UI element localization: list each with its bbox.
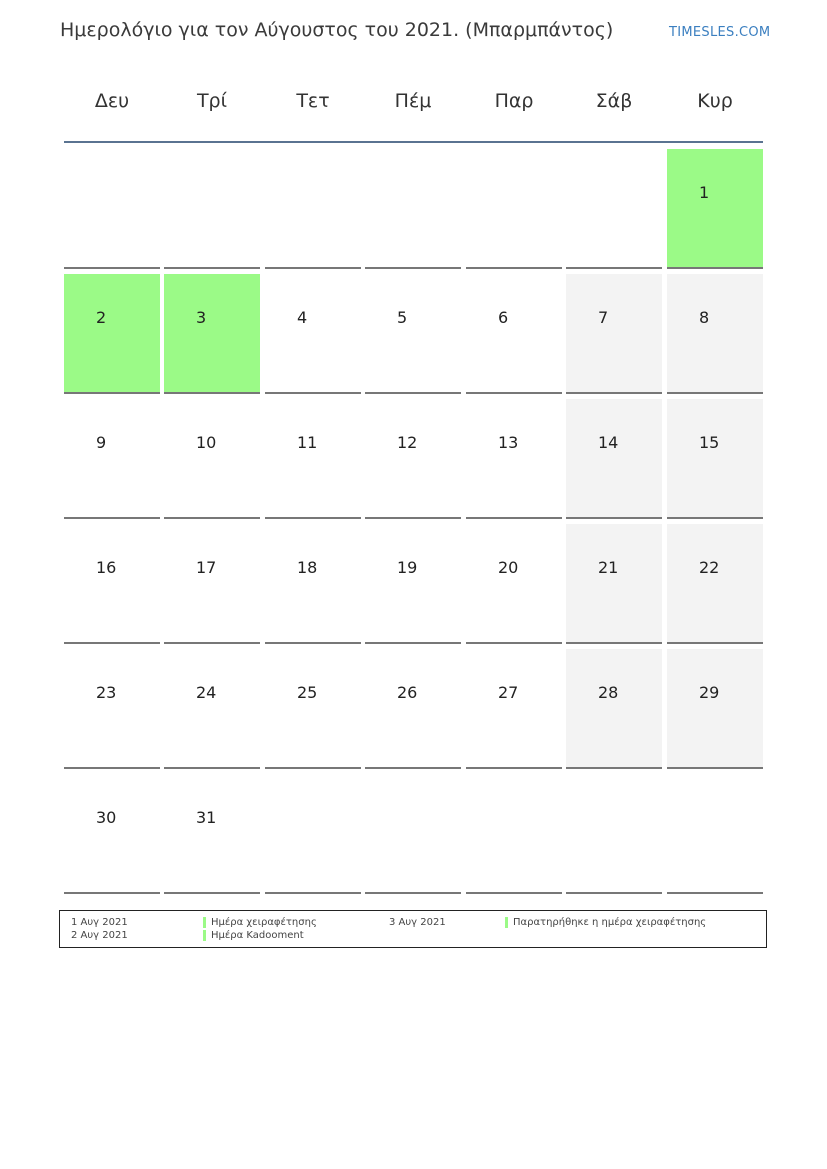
day-cell-25[interactable] [265,649,361,769]
day-cell-27[interactable] [466,649,562,769]
empty-day-cell [265,149,361,269]
day-number: 12 [397,433,418,452]
cell-divider [64,267,160,269]
cell-divider [365,767,461,769]
day-number: 30 [96,808,117,827]
day-number: 7 [598,308,609,327]
day-cell-6[interactable] [466,274,562,394]
cell-divider [64,767,160,769]
day-cell-24[interactable] [164,649,260,769]
empty-day-cell [365,149,461,269]
day-cell-3[interactable] [164,274,260,394]
cell-divider [667,267,763,269]
day-cell-14[interactable] [566,399,662,519]
day-cell-4[interactable] [265,274,361,394]
day-cell-30[interactable] [64,774,160,894]
weekday-label-sat: Σάβ [595,90,633,112]
page-title: Ημερολόγιο για τον Αύγουστος του 2021. (Μπαρμπάντος) [60,19,614,41]
day-cell-11[interactable] [265,399,361,519]
day-number: 4 [297,308,308,327]
cell-divider [566,892,662,894]
day-cell-31[interactable] [164,774,260,894]
legend-holiday-name: Ημέρα Kadooment [211,930,304,941]
cell-divider [164,767,260,769]
day-cell-16[interactable] [64,524,160,644]
legend-color-marker [203,930,206,941]
day-number: 21 [598,558,619,577]
cell-divider [64,892,160,894]
cell-divider [566,517,662,519]
weekday-label-tue: Τρί [196,90,228,112]
day-cell-29[interactable] [667,649,763,769]
day-cell-1[interactable] [667,149,763,269]
day-cell-2[interactable] [64,274,160,394]
legend-color-marker [203,917,206,928]
cell-divider [64,642,160,644]
cell-divider [365,392,461,394]
empty-day-cell [466,774,562,894]
empty-day-cell [265,774,361,894]
day-number: 22 [699,558,720,577]
day-number: 9 [96,433,107,452]
day-number: 25 [297,683,318,702]
day-cell-15[interactable] [667,399,763,519]
cell-divider [64,392,160,394]
cell-divider [466,642,562,644]
cell-divider [566,642,662,644]
day-number: 17 [196,558,217,577]
cell-divider [365,892,461,894]
site-brand-link[interactable]: TIMESLES.COM [669,25,771,40]
cell-divider [667,892,763,894]
cell-divider [466,517,562,519]
cell-divider [164,267,260,269]
cell-divider [365,642,461,644]
weekday-label-wed: Τετ [296,90,330,112]
day-number: 6 [498,308,509,327]
empty-day-cell [566,149,662,269]
cell-divider [466,392,562,394]
day-number: 29 [699,683,720,702]
day-cell-26[interactable] [365,649,461,769]
day-number: 24 [196,683,217,702]
day-number: 5 [397,308,408,327]
cell-divider [466,767,562,769]
day-cell-17[interactable] [164,524,260,644]
legend-date: 3 Αυγ 2021 [389,917,446,928]
holiday-legend [59,910,767,948]
day-number: 26 [397,683,418,702]
day-number: 2 [96,308,107,327]
day-number: 8 [699,308,710,327]
cell-divider [64,517,160,519]
cell-divider [667,517,763,519]
day-number: 28 [598,683,619,702]
day-cell-5[interactable] [365,274,461,394]
day-number: 20 [498,558,519,577]
cell-divider [265,392,361,394]
day-number: 3 [196,308,207,327]
cell-divider [365,517,461,519]
cell-divider [265,767,361,769]
weekday-label-mon: Δευ [94,90,130,112]
day-cell-23[interactable] [64,649,160,769]
cell-divider [164,392,260,394]
cell-divider [566,392,662,394]
cell-divider [667,642,763,644]
day-number: 19 [397,558,418,577]
cell-divider [265,267,361,269]
day-cell-9[interactable] [64,399,160,519]
cell-divider [265,892,361,894]
cell-divider [265,517,361,519]
legend-date: 1 Αυγ 2021 [71,917,128,928]
empty-day-cell [667,774,763,894]
cell-divider [667,767,763,769]
empty-day-cell [64,149,160,269]
cell-divider [365,267,461,269]
cell-divider [466,892,562,894]
legend-date: 2 Αυγ 2021 [71,930,128,941]
empty-day-cell [566,774,662,894]
cell-divider [566,767,662,769]
header-divider [64,141,763,143]
weekday-label-thu: Πέμ [394,90,432,112]
day-cell-13[interactable] [466,399,562,519]
day-cell-12[interactable] [365,399,461,519]
cell-divider [164,517,260,519]
weekday-label-sun: Κυρ [697,90,733,112]
cell-divider [466,267,562,269]
day-number: 31 [196,808,217,827]
day-cell-20[interactable] [466,524,562,644]
empty-day-cell [164,149,260,269]
day-number: 18 [297,558,318,577]
cell-divider [265,642,361,644]
day-number: 13 [498,433,519,452]
day-cell-18[interactable] [265,524,361,644]
cell-divider [667,392,763,394]
day-number: 15 [699,433,720,452]
day-cell-8[interactable] [667,274,763,394]
weekday-label-fri: Παρ [494,90,534,112]
empty-day-cell [365,774,461,894]
legend-holiday-name: Παρατηρήθηκε η ημέρα χειραφέτησης [513,917,707,928]
day-number: 11 [297,433,318,452]
day-cell-22[interactable] [667,524,763,644]
day-number: 16 [96,558,117,577]
cell-divider [164,892,260,894]
day-cell-28[interactable] [566,649,662,769]
day-cell-7[interactable] [566,274,662,394]
day-number: 27 [498,683,519,702]
day-number: 23 [96,683,117,702]
day-number: 1 [699,183,710,202]
day-cell-19[interactable] [365,524,461,644]
empty-day-cell [466,149,562,269]
day-cell-10[interactable] [164,399,260,519]
day-number: 14 [598,433,619,452]
day-cell-21[interactable] [566,524,662,644]
cell-divider [164,642,260,644]
legend-holiday-name: Ημέρα χειραφέτησης [211,917,317,928]
cell-divider [566,267,662,269]
weekday-header-row [62,90,764,120]
day-number: 10 [196,433,217,452]
legend-color-marker [505,917,508,928]
